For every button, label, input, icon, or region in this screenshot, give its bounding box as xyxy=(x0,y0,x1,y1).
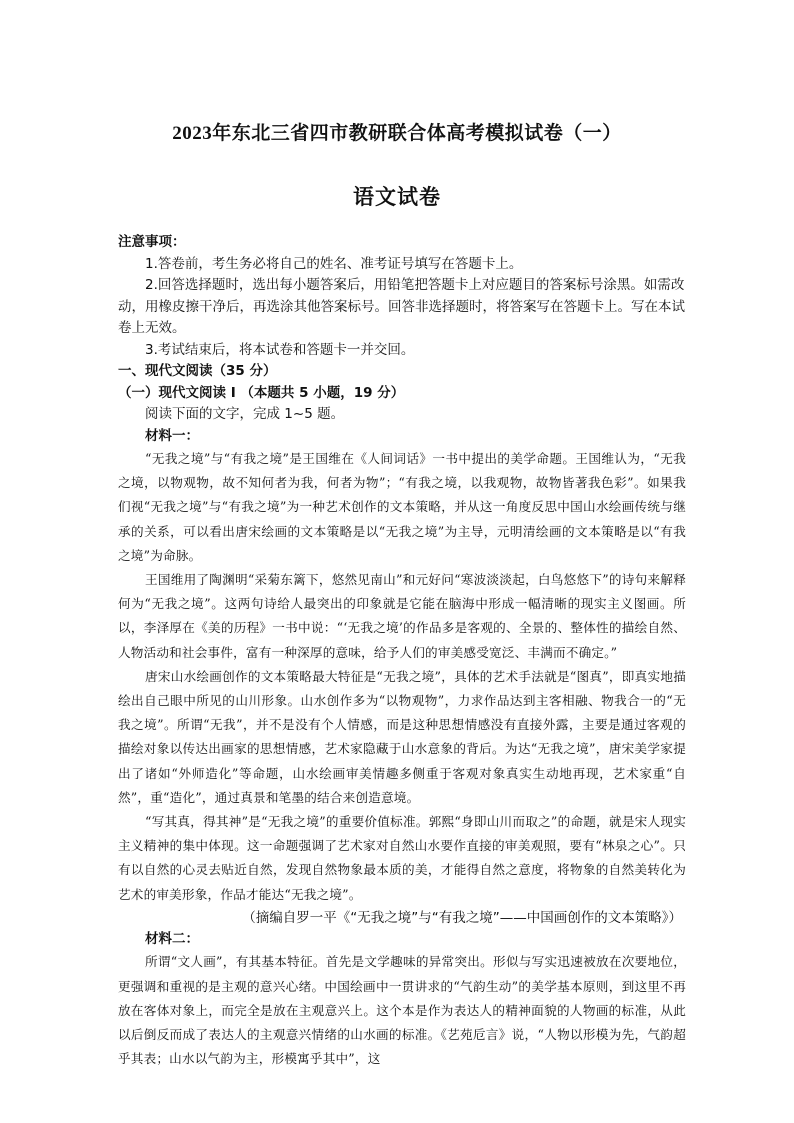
material-1-paragraph: 王国维用了陶渊明“采菊东篱下，悠然见南山”和元好问“寒波淡淡起，白鸟悠悠下”的诗句来解释何为“无我之境”。这两句诗给人最突出的印象就是它能在脑海中形成一幅清晰的现实主义图画。所以，李泽厚在《美的历程》一书中说：“‘无我之境’的作品多是客观的、全景的、整体性的描绘自然、人物活动和社会事件，富有一种深厚的意味，给予人们的审美感受宽泛、丰满而不确定。” xyxy=(118,572,686,660)
material-2-paragraph: 所谓“文人画”，有其基本特征。首先是文学趣味的异常突出。形似与写实迅速被放在次要地位，更强调和重视的是主观的意兴心绪。中国绘画中一贯讲求的“气韵生动”的美学基本原则，到这里不再放在客体对象上，而完全是放在主观意兴上。这个本是作为表达人的精神面貌的人物画的标准，从此以后倒反而成了表达人的主观意兴情绪的山水画的标准。《艺苑卮言》说，“人物以形模为先，气韵超乎其表；山水以气韵为主，形模寓乎其中”，这 xyxy=(118,954,686,1067)
document-body xyxy=(118,232,686,1071)
subsection-heading: （一）现代文阅读 I （本题共 5 小题，19 分） xyxy=(118,384,405,401)
note-item-2: 2.回答选择题时，选出每小题答案后，用铅笔把答题卡上对应题目的答案标号涂黑。如需改动，用橡皮擦干净后，再选涂其他答案标号。回答非选择题时，将答案写在答题卡上。写在本试卷上无效。 xyxy=(118,277,685,336)
material-2-label: 材料二： xyxy=(145,930,199,947)
material-1-source: （摘编自罗一平《“无我之境”与“有我之境”——中国画创作的文本策略》） xyxy=(242,909,682,926)
page-subtitle: 语文试卷 xyxy=(353,185,441,209)
section-heading: 一、现代文阅读（35 分） xyxy=(118,363,277,379)
material-1-paragraph: “无我之境”与“有我之境”是王国维在《人间词话》一书中提出的美学命题。王国维认为，“无我之境，以物观物，故不知何者为我，何者为物”；“有我之境，以我观物，故物皆著我色彩”。如果我们视“无我之境”与“有我之境”为一种艺术创作的文本策略，并从这一角度反思中国山水绘画传统与继承的关系，可以看出唐宋绘画的文本策略是以“无我之境”为主导，元明清绘画的文本策略是以“有我之境”为命脉。 xyxy=(118,451,686,563)
material-1-paragraph: “写其真，得其神”是“无我之境”的重要价值标准。郭熙“身即山川而取之”的命题，就是宋人现实主义精神的集中体现。这一命题强调了艺术家对自然山水要作直接的审美观照，要有“林泉之心”。只有以自然的心灵去贴近自然，发现自然物象最本质的美，才能得自然之意度，将物象的自然美转化为艺术的审美形象，作品才能达“无我之境”。 xyxy=(118,814,686,902)
page-title: 2023年东北三省四市教研联合体高考模拟试卷（一） xyxy=(172,123,622,144)
material-1-paragraph: 唐宋山水绘画创作的文本策略最大特征是“无我之境”，具体的艺术手法就是“图真”，即真实地描绘出自己眼中所见的山川形象。山水创作多为“以物观物”，力求作品达到主客相融、物我合一的“无我之境”。所谓“无我”，并不是没有个人情感，而是这种思想情感没有直接外露，主要是通过客观的描绘对象以传达出画家的思想情感，艺术家隐藏于山水意象的背后。为达“无我之境”，唐宋美学家提出了诸如“外师造化”等命题，山水绘画审美情趣多侧重于客观对象真实生动地再现，艺术家重“自然”，重“造化”，通过真景和笔墨的结合来创造意境。 xyxy=(118,668,686,805)
note-item-3: 3.考试结束后，将本试卷和答题卡一并交回。 xyxy=(145,341,415,358)
material-1-label: 材料一： xyxy=(145,427,199,444)
note-item-1: 1.答卷前，考生务必将自己的姓名、准考证号填写在答题卡上。 xyxy=(145,255,523,272)
reading-instruction: 阅读下面的文字，完成 1~5 题。 xyxy=(145,406,345,422)
notes-heading: 注意事项： xyxy=(118,234,186,250)
